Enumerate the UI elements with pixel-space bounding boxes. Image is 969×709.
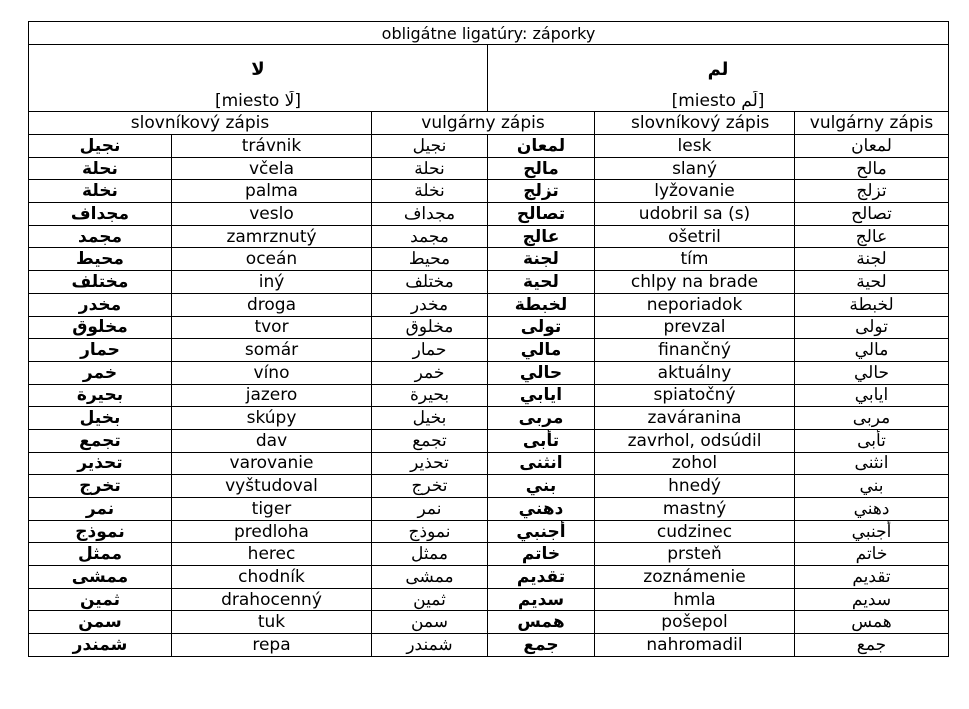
right-dictionary-arabic: لجنة xyxy=(488,248,595,271)
left-slovak-meaning: tvor xyxy=(172,316,372,339)
left-vulgar-arabic: تجمع xyxy=(372,429,488,452)
left-vulgar-arabic: ممشى xyxy=(372,566,488,589)
table-row xyxy=(29,203,949,226)
right-vulgar-arabic: مالح xyxy=(795,157,949,180)
right-vulgar-arabic: لخبطة xyxy=(795,293,949,316)
table-row xyxy=(29,611,949,634)
right-slovak-meaning: neporiadok xyxy=(595,293,795,316)
left-slovak-meaning: chodník xyxy=(172,566,372,589)
table-row xyxy=(29,520,949,543)
left-vulgar-arabic: مخلوق xyxy=(372,316,488,339)
left-slovak-meaning: veslo xyxy=(172,203,372,226)
left-dictionary-arabic: مخدر xyxy=(29,293,172,316)
left-slovak-meaning: repa xyxy=(172,634,372,657)
right-vulgar-arabic: سديم xyxy=(795,588,949,611)
left-dictionary-arabic: بخيل xyxy=(29,407,172,430)
right-dictionary-arabic: حالي xyxy=(488,361,595,384)
right-slovak-meaning: ošetril xyxy=(595,225,795,248)
left-dictionary-arabic: تخرج xyxy=(29,475,172,498)
left-vulgar-arabic: مختلف xyxy=(372,271,488,294)
right-vulgar-arabic: تقديم xyxy=(795,566,949,589)
left-slovak-meaning: jazero xyxy=(172,384,372,407)
right-dictionary-arabic: تصالح xyxy=(488,203,595,226)
right-slovak-meaning: prevzal xyxy=(595,316,795,339)
left-vulgar-arabic: شمندر xyxy=(372,634,488,657)
table-row xyxy=(29,566,949,589)
right-vulgar-arabic: خاتم xyxy=(795,543,949,566)
left-vulgar-arabic: تخرج xyxy=(372,475,488,498)
right-dictionary-arabic: تزلج xyxy=(488,180,595,203)
left-dictionary-arabic: نحلة xyxy=(29,157,172,180)
left-slovak-meaning: predloha xyxy=(172,520,372,543)
right-slovak-meaning: zohol xyxy=(595,452,795,475)
left-header-vulgar: vulgárny zápis xyxy=(372,112,595,135)
right-vulgar-arabic: ايابي xyxy=(795,384,949,407)
left-header-dictionary: slovníkový zápis xyxy=(29,112,372,135)
right-dictionary-arabic: تأبى xyxy=(488,429,595,452)
right-ligature xyxy=(488,45,949,92)
table-row xyxy=(29,361,949,384)
table-row xyxy=(29,452,949,475)
table-row xyxy=(29,339,949,362)
right-dictionary-arabic: خاتم xyxy=(488,543,595,566)
left-vulgar-arabic: نخلة xyxy=(372,180,488,203)
right-vulgar-arabic: دهني xyxy=(795,498,949,521)
right-ligature-glyph: لم xyxy=(707,58,729,80)
right-dictionary-arabic: لحية xyxy=(488,271,595,294)
right-slovak-meaning: spiatočný xyxy=(595,384,795,407)
left-dictionary-arabic: تجمع xyxy=(29,429,172,452)
left-vulgar-arabic: نمر xyxy=(372,498,488,521)
right-slovak-meaning: chlpy na brade xyxy=(595,271,795,294)
right-vulgar-arabic: لحية xyxy=(795,271,949,294)
left-dictionary-arabic: تحذير xyxy=(29,452,172,475)
left-vulgar-arabic: سمن xyxy=(372,611,488,634)
right-vulgar-arabic: حالي xyxy=(795,361,949,384)
left-vulgar-arabic: تحذير xyxy=(372,452,488,475)
right-slovak-meaning: tím xyxy=(595,248,795,271)
left-slovak-meaning: tuk xyxy=(172,611,372,634)
right-vulgar-arabic: تأبى xyxy=(795,429,949,452)
left-slovak-meaning: vyštudoval xyxy=(172,475,372,498)
left-vulgar-arabic: نحلة xyxy=(372,157,488,180)
right-vulgar-arabic: مربى xyxy=(795,407,949,430)
right-slovak-meaning: hnedý xyxy=(595,475,795,498)
right-slovak-meaning: lyžovanie xyxy=(595,180,795,203)
left-ligature xyxy=(29,45,488,92)
right-dictionary-arabic: مربى xyxy=(488,407,595,430)
left-dictionary-arabic: حمار xyxy=(29,339,172,362)
right-vulgar-arabic: تصالح xyxy=(795,203,949,226)
right-dictionary-arabic: همس xyxy=(488,611,595,634)
right-slovak-meaning: nahromadil xyxy=(595,634,795,657)
right-slovak-meaning: hmla xyxy=(595,588,795,611)
right-slovak-meaning: mastný xyxy=(595,498,795,521)
table-row xyxy=(29,634,949,657)
left-slovak-meaning: iný xyxy=(172,271,372,294)
table-row xyxy=(29,157,949,180)
right-vulgar-arabic: انثنى xyxy=(795,452,949,475)
right-slovak-meaning: cudzinec xyxy=(595,520,795,543)
table-row xyxy=(29,248,949,271)
left-slovak-meaning: včela xyxy=(172,157,372,180)
left-dictionary-arabic: نخلة xyxy=(29,180,172,203)
right-dictionary-arabic: أجنبي xyxy=(488,520,595,543)
right-dictionary-arabic: ايابي xyxy=(488,384,595,407)
left-slovak-meaning: trávnik xyxy=(172,135,372,158)
left-vulgar-arabic: ثمين xyxy=(372,588,488,611)
left-dictionary-arabic: ممثل xyxy=(29,543,172,566)
right-dictionary-arabic: دهني xyxy=(488,498,595,521)
left-slovak-meaning: oceán xyxy=(172,248,372,271)
right-dictionary-arabic: تقديم xyxy=(488,566,595,589)
left-dictionary-arabic: مختلف xyxy=(29,271,172,294)
right-dictionary-arabic: لمعان xyxy=(488,135,595,158)
right-instead-note: [miesto لَم] xyxy=(488,91,949,112)
left-dictionary-arabic: محيط xyxy=(29,248,172,271)
table-row xyxy=(29,588,949,611)
table-row xyxy=(29,271,949,294)
right-dictionary-arabic: بني xyxy=(488,475,595,498)
right-slovak-meaning: finančný xyxy=(595,339,795,362)
left-dictionary-arabic: نموذج xyxy=(29,520,172,543)
right-dictionary-arabic: سديم xyxy=(488,588,595,611)
left-slovak-meaning: somár xyxy=(172,339,372,362)
left-dictionary-arabic: شمندر xyxy=(29,634,172,657)
left-slovak-meaning: varovanie xyxy=(172,452,372,475)
left-slovak-meaning: tiger xyxy=(172,498,372,521)
right-slovak-meaning: zavrhol, odsúdil xyxy=(595,429,795,452)
left-vulgar-arabic: مجمد xyxy=(372,225,488,248)
right-slovak-meaning: udobril sa (s) xyxy=(595,203,795,226)
left-dictionary-arabic: سمن xyxy=(29,611,172,634)
left-slovak-meaning: herec xyxy=(172,543,372,566)
right-slovak-meaning: slaný xyxy=(595,157,795,180)
left-vulgar-arabic: بخيل xyxy=(372,407,488,430)
table-row xyxy=(29,475,949,498)
right-vulgar-arabic: بني xyxy=(795,475,949,498)
left-dictionary-arabic: بحيرة xyxy=(29,384,172,407)
left-dictionary-arabic: خمر xyxy=(29,361,172,384)
right-dictionary-arabic: جمع xyxy=(488,634,595,657)
left-dictionary-arabic: نجيل xyxy=(29,135,172,158)
left-vulgar-arabic: محيط xyxy=(372,248,488,271)
left-slovak-meaning: droga xyxy=(172,293,372,316)
table-title: obligátne ligatúry: záporky xyxy=(29,22,949,45)
right-slovak-meaning: aktuálny xyxy=(595,361,795,384)
left-vulgar-arabic: ممثل xyxy=(372,543,488,566)
right-vulgar-arabic: جمع xyxy=(795,634,949,657)
left-slovak-meaning: skúpy xyxy=(172,407,372,430)
right-header-vulgar: vulgárny zápis xyxy=(795,112,949,135)
table-row xyxy=(29,180,949,203)
left-slovak-meaning: víno xyxy=(172,361,372,384)
right-slovak-meaning: zoznámenie xyxy=(595,566,795,589)
table-row xyxy=(29,225,949,248)
right-dictionary-arabic: انثنى xyxy=(488,452,595,475)
right-vulgar-arabic: همس xyxy=(795,611,949,634)
ligature-table xyxy=(28,21,949,657)
right-dictionary-arabic: لخبطة xyxy=(488,293,595,316)
left-vulgar-arabic: بحيرة xyxy=(372,384,488,407)
right-vulgar-arabic: عالج xyxy=(795,225,949,248)
right-dictionary-arabic: تولى xyxy=(488,316,595,339)
left-vulgar-arabic: نجيل xyxy=(372,135,488,158)
table-row xyxy=(29,429,949,452)
left-dictionary-arabic: نمر xyxy=(29,498,172,521)
left-vulgar-arabic: مجداف xyxy=(372,203,488,226)
table-row xyxy=(29,135,949,158)
document-page xyxy=(28,21,948,657)
right-vulgar-arabic: لمعان xyxy=(795,135,949,158)
right-vulgar-arabic: أجنبي xyxy=(795,520,949,543)
table-row xyxy=(29,543,949,566)
table-row xyxy=(29,384,949,407)
left-slovak-meaning: dav xyxy=(172,429,372,452)
table-row xyxy=(29,316,949,339)
left-vulgar-arabic: حمار xyxy=(372,339,488,362)
right-vulgar-arabic: تزلج xyxy=(795,180,949,203)
right-slovak-meaning: lesk xyxy=(595,135,795,158)
right-header-dictionary: slovníkový zápis xyxy=(595,112,795,135)
right-dictionary-arabic: مالي xyxy=(488,339,595,362)
right-vulgar-arabic: مالي xyxy=(795,339,949,362)
right-slovak-meaning: prsteň xyxy=(595,543,795,566)
left-dictionary-arabic: مخلوق xyxy=(29,316,172,339)
left-instead-note: [miesto لَا] xyxy=(29,91,488,112)
right-dictionary-arabic: عالج xyxy=(488,225,595,248)
left-vulgar-arabic: مخدر xyxy=(372,293,488,316)
left-dictionary-arabic: ثمين xyxy=(29,588,172,611)
left-ligature-glyph: لا xyxy=(251,58,265,80)
left-slovak-meaning: drahocenný xyxy=(172,588,372,611)
right-slovak-meaning: pošepol xyxy=(595,611,795,634)
left-slovak-meaning: palma xyxy=(172,180,372,203)
right-slovak-meaning: zaváranina xyxy=(595,407,795,430)
right-dictionary-arabic: مالح xyxy=(488,157,595,180)
table-row xyxy=(29,407,949,430)
left-dictionary-arabic: مجداف xyxy=(29,203,172,226)
left-vulgar-arabic: نموذج xyxy=(372,520,488,543)
left-dictionary-arabic: مجمد xyxy=(29,225,172,248)
right-vulgar-arabic: تولى xyxy=(795,316,949,339)
left-vulgar-arabic: خمر xyxy=(372,361,488,384)
left-dictionary-arabic: ممشى xyxy=(29,566,172,589)
table-row xyxy=(29,498,949,521)
left-slovak-meaning: zamrznutý xyxy=(172,225,372,248)
table-row xyxy=(29,293,949,316)
right-vulgar-arabic: لجنة xyxy=(795,248,949,271)
